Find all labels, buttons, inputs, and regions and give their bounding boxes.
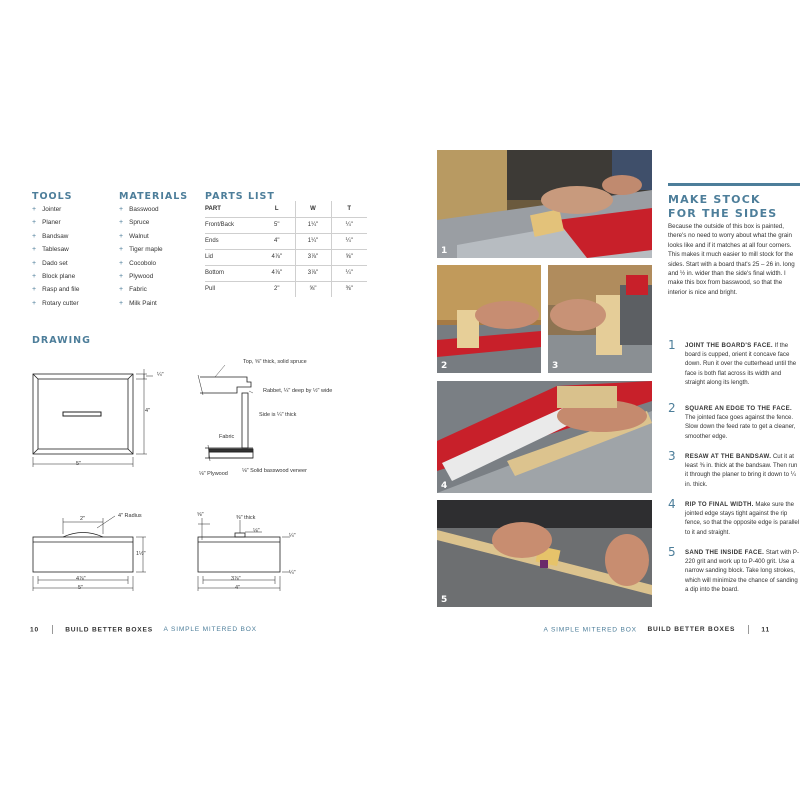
step-text: Make sure the jointed edge stays tight against the rip fence, so that the opposite edge is parallel to it and straight.: [685, 501, 800, 536]
table-cell: ⅝": [331, 249, 367, 265]
table-row: [205, 281, 367, 297]
list-item: + Milk Paint: [119, 299, 157, 307]
end-top-dim: ⅝": [197, 512, 204, 518]
photo-sanding: [437, 500, 652, 607]
list-item: + Spruce: [119, 219, 150, 227]
list-item: + Tablesaw: [32, 246, 69, 254]
column-header: L: [274, 205, 279, 212]
table-cell: Front/Back: [205, 222, 235, 228]
table-cell: ¼": [331, 265, 367, 281]
plan-view-drawing: [25, 365, 175, 475]
table-cell: 2": [274, 286, 280, 293]
list-item: + Jointer: [32, 206, 62, 213]
step-title: RIP TO FINAL WIDTH.: [685, 501, 754, 508]
photo-bandsaw: [548, 265, 652, 373]
callout-rabbet: Rabbet, ¼" deep by ½" wide: [263, 388, 333, 394]
section-title-line1: MAKE STOCK: [668, 193, 761, 206]
step-title: SAND THE INSIDE FACE.: [685, 549, 765, 556]
photo-number: 5: [441, 595, 448, 605]
table-cell: ⅝": [295, 281, 331, 297]
callout-fabric: Fabric: [219, 434, 235, 440]
tools-heading: TOOLS: [32, 191, 73, 202]
table-cell: 4": [274, 238, 280, 244]
table-cell: 3⅞": [295, 249, 331, 265]
parts-table: [205, 201, 367, 297]
table-row: [205, 249, 367, 265]
list-item: + Dado set: [32, 259, 68, 267]
step-text: Cut it at least ⅜ in. thick at the bandsaw. Then run it through the planer to bring it down to ¼ in. thick.: [685, 453, 798, 488]
table-cell: 5": [274, 222, 280, 228]
table-cell: Bottom: [205, 270, 225, 276]
parts-list-heading: PARTS LIST: [205, 191, 275, 202]
table-cell: 4⅞": [271, 254, 282, 260]
photo-jointer: [437, 150, 652, 258]
page-number: 10: [30, 626, 39, 634]
chapter-title: A SIMPLE MITERED BOX: [543, 626, 637, 634]
step-5: [668, 545, 800, 608]
list-item: + Bandsaw: [32, 232, 69, 240]
callout-veneer: ⅛" Solid basswood veneer: [242, 468, 307, 474]
photo-number: 4: [441, 481, 448, 491]
step-title: JOINT THE BOARD'S FACE.: [685, 342, 773, 349]
column-header: T: [331, 201, 367, 217]
materials-list: [119, 203, 163, 310]
table-cell: Pull: [205, 286, 216, 293]
plan-height-dim: 4": [145, 408, 151, 414]
section-title: [668, 193, 777, 221]
front-height-dim: 1½": [136, 551, 146, 557]
photo-number: 3: [552, 361, 559, 371]
end-view-drawing: [190, 510, 290, 595]
column-header: PART: [205, 205, 221, 212]
right-footer: [544, 625, 770, 634]
photo-number: 2: [441, 361, 448, 371]
end-thick-dim: ⅜" thick: [236, 515, 256, 521]
table-cell: ¼": [331, 233, 367, 249]
step-number: 2: [668, 401, 676, 415]
table-cell: ¼": [331, 217, 367, 233]
photo-tablesaw: [437, 381, 652, 493]
list-item: + Plywood: [119, 272, 154, 280]
book-title: BUILD BETTER BOXES: [65, 626, 153, 634]
materials-heading: MATERIALS: [119, 191, 189, 202]
list-item: + Rotary cutter: [32, 299, 79, 307]
list-item: + Cocobolo: [119, 259, 157, 267]
callout-plywood: ⅛" Plywood: [199, 471, 228, 477]
intro-paragraph: Because the outside of this box is painted, there's no need to worry about what the grain looks like and if it matches at all four corners. This makes it much easier to mill stock for the sides. Start with a board that's 25 – 26 in. long and ½ in. wider than the side's final width. I make this box from basswood, so that the interior is nice and bright.: [668, 223, 795, 296]
book-title: BUILD BETTER BOXES: [647, 626, 736, 634]
front-pull-dim: 2": [80, 516, 86, 522]
chapter-title: A SIMPLE MITERED BOX: [163, 626, 257, 634]
list-item: + Basswood: [119, 206, 159, 213]
table-cell: 1¼": [295, 217, 331, 233]
step-title: RESAW AT THE BANDSAW.: [685, 453, 772, 460]
accent-rule: [668, 183, 800, 186]
callout-side: Side is ¼" thick: [259, 412, 297, 418]
table-cell: Lid: [205, 254, 214, 260]
section-view-drawing: [195, 355, 255, 475]
plan-width-dim: 5": [76, 461, 82, 467]
tools-list: [32, 203, 79, 310]
step-number: 5: [668, 545, 676, 559]
table-cell: 3⅞": [295, 265, 331, 281]
step-title: SQUARE AN EDGE TO THE FACE.: [685, 405, 792, 412]
left-footer: [30, 625, 257, 634]
step-2: [668, 401, 800, 449]
front-inner-dim: 4⅞": [76, 576, 86, 582]
step-text: Start with P-220 grit and work up to P-400 grit. Use a narrow sanding block. Take long strokes, which will minimize the chance of sanding a dip into the board.: [685, 549, 799, 593]
table-cell: ⅜": [331, 281, 367, 297]
table-cell: Ends: [205, 238, 219, 244]
list-item: + Walnut: [119, 232, 149, 240]
table-row: [205, 217, 367, 233]
step-3: [668, 449, 800, 497]
table-row: [205, 233, 367, 249]
front-radius-dim: 4" Radius: [118, 513, 142, 519]
end-right-top-dim: ¼": [289, 533, 296, 539]
callout-top: Top, ⅝" thick, solid spruce: [243, 359, 307, 365]
list-item: + Block plane: [32, 272, 76, 280]
list-item: + Planer: [32, 219, 61, 227]
end-outer-dim: 4": [235, 585, 241, 591]
table-cell: 1¼": [295, 233, 331, 249]
front-outer-dim: 5": [78, 585, 84, 591]
table-row: [205, 265, 367, 281]
step-text: The jointed face goes against the fence. Slow down the feed rate to get a cleaner, smoother edge.: [685, 414, 796, 440]
step-number: 1: [668, 338, 676, 352]
step-number: 4: [668, 497, 676, 511]
drawing-heading: DRAWING: [32, 335, 91, 346]
page-number: 11: [761, 626, 770, 634]
list-item: + Rasp and file: [32, 286, 80, 294]
step-number: 3: [668, 449, 676, 463]
step-text: If the board is cupped, orient it concave face down. Run it over the cutterhead until the face is both flat across its width and straight along its length.: [685, 342, 797, 386]
table-cell: 4⅞": [271, 270, 282, 276]
section-title-line2: FOR THE SIDES: [668, 207, 778, 220]
end-pull-gap-dim: ⅛": [253, 528, 260, 534]
plan-side-dim: ¼": [157, 372, 164, 378]
step-4: [668, 497, 800, 545]
table-header-row: [205, 201, 367, 217]
photo-fence: [437, 265, 541, 373]
list-item: + Fabric: [119, 286, 147, 294]
column-header: W: [295, 201, 331, 217]
end-inner-dim: 3⅞": [231, 576, 241, 582]
list-item: + Tiger maple: [119, 246, 163, 254]
step-1: [668, 338, 800, 401]
photo-number: 1: [441, 246, 448, 256]
end-right-bottom-dim: ¼": [289, 570, 296, 576]
